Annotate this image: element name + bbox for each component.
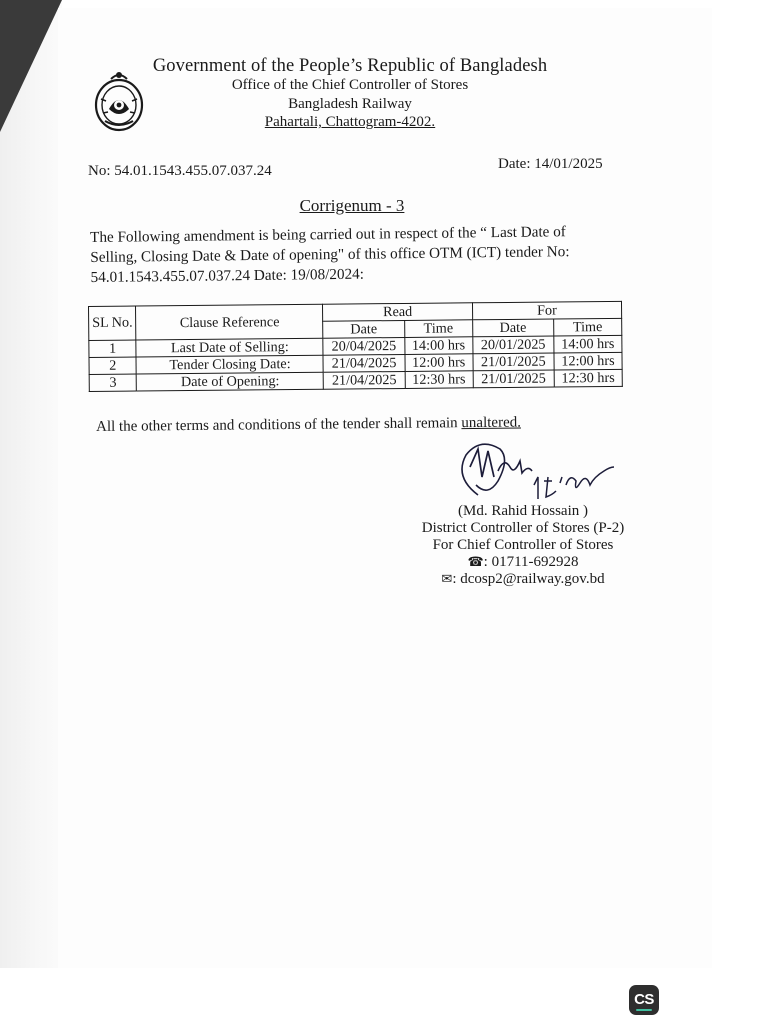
cell-for-time: 12:00 hrs — [554, 352, 622, 370]
phone-icon: ☎ — [467, 555, 484, 570]
memo-date: Date: 14/01/2025 — [498, 156, 603, 172]
cell-read-date: 21/04/2025 — [323, 354, 404, 372]
cell-clause: Last Date of Selling: — [136, 338, 323, 357]
amendment-paragraph — [90, 222, 611, 288]
header-for: For — [472, 301, 621, 319]
cell-for-time: 12:30 hrs — [554, 369, 622, 387]
header-for-date: Date — [472, 319, 553, 337]
cell-read-time: 12:00 hrs — [405, 354, 473, 372]
header-sl: SL No. — [89, 306, 137, 340]
header-read-time: Time — [404, 320, 472, 338]
cell-read-time: 12:30 hrs — [405, 371, 473, 389]
letterhead-organization: Bangladesh Railway — [288, 96, 412, 112]
header-read-date: Date — [323, 320, 404, 338]
cell-for-date: 21/01/2025 — [473, 370, 554, 388]
email-icon: ✉ — [441, 572, 453, 587]
cell-read-date: 20/04/2025 — [323, 337, 404, 355]
signatory-name: (Md. Rahid Hossain ) — [458, 503, 588, 519]
closing-text: All the other terms and conditions of the tender shall remain — [96, 415, 462, 435]
cell-read-date: 21/04/2025 — [324, 371, 405, 389]
document-heading: Corrigenum - 3 — [299, 196, 405, 215]
signatory-phone — [388, 554, 658, 571]
camscanner-logo-icon: CS — [629, 985, 659, 1015]
signatory-for-line: For Chief Controller of Stores — [432, 537, 614, 553]
phone-number: : 01711-692928 — [483, 554, 579, 570]
paragraph-line: 54.01.1543.455.07.037.24 Date: 19/08/2024: — [90, 265, 365, 286]
signatory-designation: District Controller of Stores (P-2) — [421, 520, 625, 536]
cell-sl: 3 — [89, 374, 137, 391]
cell-for-date: 20/01/2025 — [473, 336, 554, 354]
cell-clause: Date of Opening: — [137, 372, 324, 391]
header-clause-reference: Clause Reference — [136, 304, 323, 340]
cell-clause: Tender Closing Date: — [136, 355, 323, 374]
amendment-table-wrapper — [88, 301, 629, 392]
cell-sl: 2 — [89, 357, 137, 374]
closing-statement — [96, 415, 521, 436]
cell-for-time: 14:00 hrs — [554, 335, 622, 353]
letterhead-title: Government of the People’s Republic of Bangladesh — [152, 56, 548, 76]
handwritten-signature — [448, 437, 618, 503]
memo-number: No: 54.01.1543.455.07.037.24 — [88, 163, 272, 179]
letterhead-office: Office of the Chief Controller of Stores — [231, 77, 469, 93]
paragraph-line: Selling, Closing Date & Date of opening" of this office OTM (ICT) tender No: — [90, 243, 570, 266]
letterhead-address: Pahartali, Chattogram-4202. — [264, 114, 436, 130]
amendment-table — [88, 301, 623, 392]
cell-for-date: 21/01/2025 — [473, 353, 554, 371]
header-for-time: Time — [553, 318, 621, 336]
cell-sl: 1 — [89, 340, 137, 357]
cell-read-time: 14:00 hrs — [404, 337, 472, 355]
header-read: Read — [323, 303, 472, 321]
signatory-block — [388, 503, 658, 588]
closing-underlined-text: unaltered. — [461, 414, 522, 432]
email-address: : dcosp2@railway.gov.bd — [452, 571, 605, 587]
paragraph-line: The Following amendment is being carried out in respect of the “ Last Date of — [90, 223, 566, 246]
signatory-email — [388, 571, 658, 588]
